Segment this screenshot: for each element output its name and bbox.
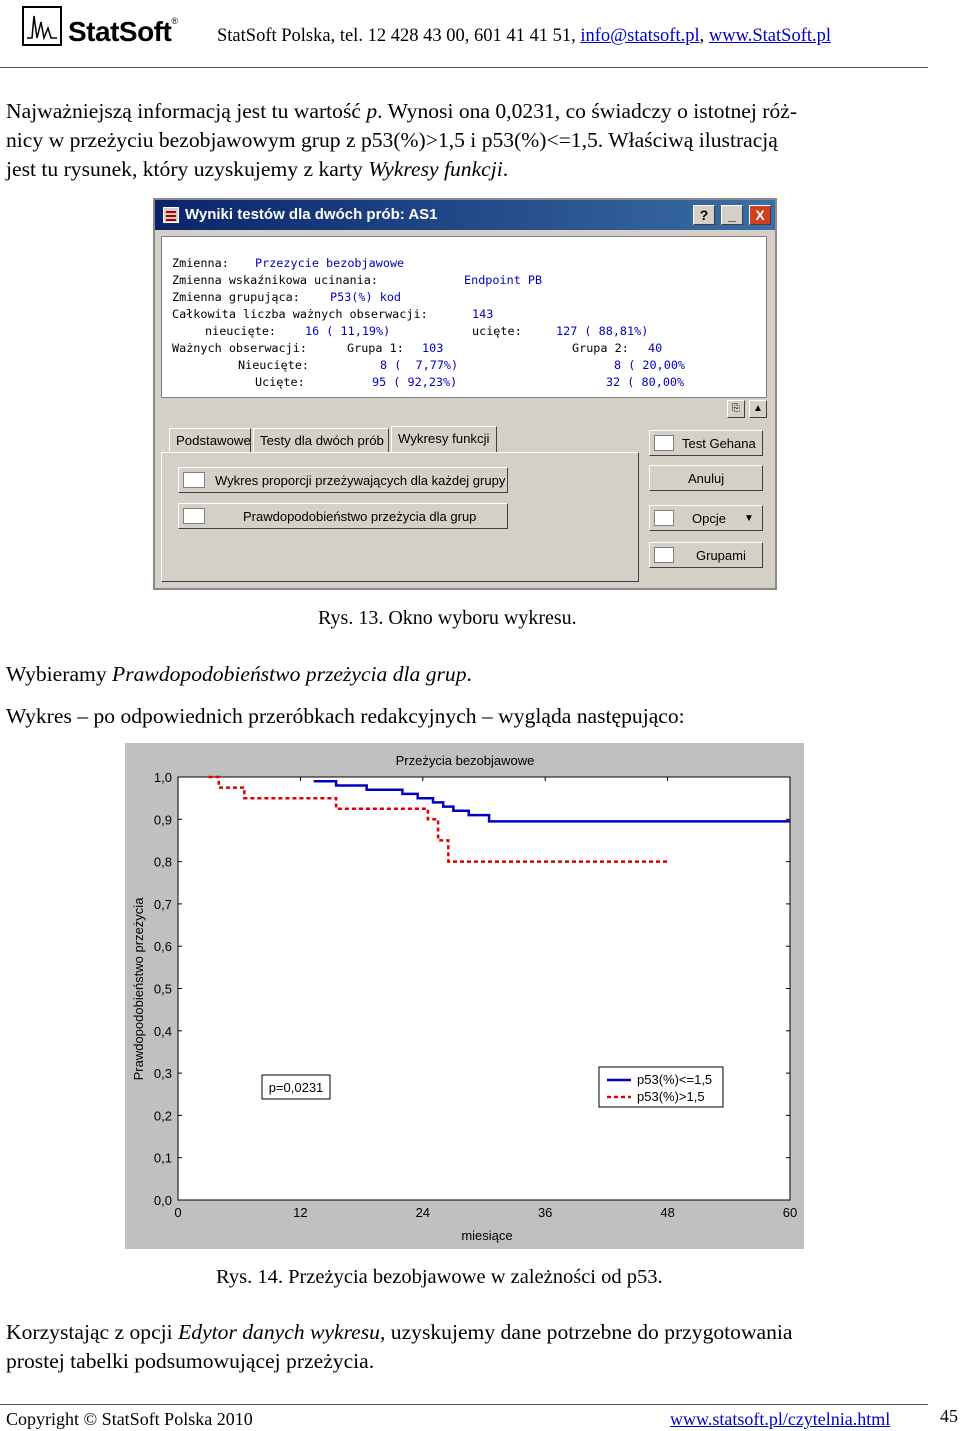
- p-value-annotation: p=0,0231: [268, 1080, 324, 1095]
- button-label: Grupami: [696, 548, 746, 563]
- result-value: 40: [648, 341, 663, 355]
- result-label: Zmienna grupująca:: [172, 290, 300, 304]
- result-label: nieucięte:: [205, 324, 277, 338]
- cancel-button[interactable]: [649, 465, 763, 491]
- chart-title: Przeżycia bezobjawowe: [395, 753, 535, 768]
- options-button[interactable]: [649, 505, 763, 531]
- plot-proportions-button[interactable]: [178, 467, 508, 493]
- header-contact: StatSoft Polska, tel. 12 428 43 00, 601 41 41 51, info@statsoft.pl, www.StatSoft.pl: [217, 26, 832, 46]
- result-value: P53(%) kod: [330, 290, 402, 304]
- chevron-down-icon: ▼: [744, 513, 754, 524]
- result-value: 8 ( 7,77%): [380, 358, 459, 372]
- survival-chart: [125, 743, 804, 1249]
- page-header: [0, 0, 960, 70]
- figure-13-caption: Rys. 13. Okno wyboru wykresu.: [318, 607, 577, 629]
- outro-line-2: prostej tabelki podsumowującej przeżycia.: [6, 1349, 375, 1373]
- result-label: Grupa 1:: [347, 341, 404, 355]
- result-label: Ważnych obserwacji:: [172, 341, 307, 355]
- options-icon: [654, 510, 674, 526]
- footer-link[interactable]: www.statsoft.pl/czytelnia.html: [670, 1409, 891, 1429]
- result-value: 127 ( 88,81%): [556, 324, 649, 338]
- y-tick-label: 0,7: [153, 896, 172, 912]
- results-panel: [161, 236, 767, 398]
- y-axis-label: Prawdopodobieństwo przeżycia: [131, 897, 146, 1081]
- y-tick-label: 0,3: [153, 1066, 172, 1082]
- y-tick-label: 0,6: [153, 939, 172, 955]
- x-tick-label: 0: [174, 1205, 182, 1220]
- intro-line-3: jest tu rysunek, który uzyskujemy z karty Wykresy funkcji.: [6, 157, 509, 181]
- tab-basic[interactable]: Podstawowe: [169, 428, 251, 452]
- outro-line-1: Korzystając z opcji Edytor danych wykresu, uzyskujemy dane potrzebne do przygotowania: [6, 1320, 793, 1344]
- button-label: Opcje: [692, 511, 726, 526]
- result-label: Zmienna wskaźnikowa ucinania:: [172, 273, 378, 287]
- y-tick-label: 0,2: [153, 1108, 172, 1124]
- y-tick-label: 0,1: [153, 1150, 172, 1166]
- result-value: 103: [422, 341, 444, 355]
- table-icon: [654, 435, 674, 451]
- result-label: ucięte:: [472, 324, 522, 338]
- results-dialog: [153, 198, 777, 590]
- mid-line-1: Wybieramy Prawdopodobieństwo przeżycia dla grup.: [6, 662, 472, 686]
- result-value: 95 ( 92,23%): [372, 375, 458, 389]
- result-label: Grupa 2:: [572, 341, 629, 355]
- tab-two-sample-tests[interactable]: Testy dla dwóch prób: [253, 428, 389, 452]
- plot-icon: [183, 508, 205, 524]
- x-tick-label: 60: [782, 1205, 798, 1220]
- footer-copyright: Copyright © StatSoft Polska 2010: [6, 1409, 253, 1429]
- x-axis-label: miesiące: [461, 1228, 513, 1243]
- result-label: Zmienna:: [172, 256, 229, 270]
- gehan-test-button[interactable]: [649, 430, 763, 456]
- plot-area: [178, 777, 790, 1200]
- y-tick-label: 0,0: [153, 1193, 172, 1208]
- result-value: Endpoint PB: [464, 273, 543, 287]
- result-value: 143: [472, 307, 494, 321]
- mid-line-2: Wykres – po odpowiednich przeróbkach redakcyjnych – wygląda następująco:: [6, 704, 685, 728]
- dialog-title: Wyniki testów dla dwóch prób: AS1: [185, 206, 438, 223]
- copy-icon[interactable]: ⎘: [727, 400, 745, 418]
- result-value: Przezycie bezobjawowe: [255, 256, 405, 270]
- legend-label-series-2: p53(%)>1,5: [637, 1089, 705, 1104]
- result-value: 16 ( 11,19%): [305, 324, 391, 338]
- by-groups-button[interactable]: [649, 542, 763, 568]
- intro-line-1: Najważniejszą informacją jest tu wartość p. Wynosi ona 0,0231, co świadczy o istotnej róż-: [6, 99, 798, 123]
- y-tick-label: 0,9: [153, 812, 172, 828]
- legend-label-series-1: p53(%)<=1,5: [637, 1072, 713, 1087]
- intro-line-2: nicy w przeżyciu bezobjawowym grup z p53(%)>1,5 i p53(%)<=1,5. Właściwą ilustracją: [6, 128, 778, 152]
- button-label: Test Gehana: [682, 436, 756, 451]
- up-arrow-icon[interactable]: ▲: [749, 400, 767, 418]
- result-value: 32 ( 80,00%: [606, 375, 685, 389]
- dialog-titlebar: [155, 200, 775, 230]
- x-tick-label: 48: [660, 1205, 675, 1220]
- page-number: 45: [940, 1406, 958, 1426]
- dialog-app-icon: [163, 207, 179, 223]
- tab-function-plots[interactable]: Wykresy funkcji: [391, 426, 497, 453]
- statsoft-logo-icon: [22, 6, 62, 46]
- plot-survival-probability-button[interactable]: [178, 503, 508, 529]
- result-value: 8 ( 20,00%: [614, 358, 686, 372]
- y-tick-label: 1,0: [153, 770, 172, 785]
- y-tick-label: 0,5: [153, 981, 172, 997]
- header-site-link[interactable]: www.StatSoft.pl: [708, 26, 832, 46]
- x-tick-label: 36: [537, 1205, 553, 1220]
- close-button[interactable]: X: [749, 205, 771, 225]
- help-button[interactable]: ?: [693, 205, 715, 225]
- button-label: Anuluj: [688, 471, 725, 486]
- tab-panel: [161, 452, 639, 582]
- by-group-icon: [654, 547, 674, 563]
- statsoft-logo: StatSoft®: [68, 16, 178, 47]
- minimize-button[interactable]: _: [721, 205, 743, 225]
- header-divider: [0, 67, 928, 68]
- footer-divider: [0, 1404, 928, 1405]
- figure-14-caption: Rys. 14. Przeżycia bezobjawowe w zależności od p53.: [216, 1266, 663, 1288]
- x-tick-label: 12: [293, 1205, 308, 1220]
- result-label: Nieucięte:: [238, 358, 310, 372]
- plot-icon: [183, 472, 205, 488]
- result-label: Ucięte:: [255, 375, 305, 389]
- y-tick-label: 0,4: [153, 1023, 172, 1039]
- result-label: Całkowita liczba ważnych obserwacji:: [172, 307, 428, 321]
- header-email-link[interactable]: info@statsoft.pl: [580, 26, 700, 46]
- button-label: Wykres proporcji przeżywających dla każdej grupy: [215, 473, 506, 488]
- x-tick-label: 24: [415, 1205, 431, 1220]
- button-label: Prawdopodobieństwo przeżycia dla grup: [243, 509, 477, 524]
- y-tick-label: 0,8: [153, 854, 172, 870]
